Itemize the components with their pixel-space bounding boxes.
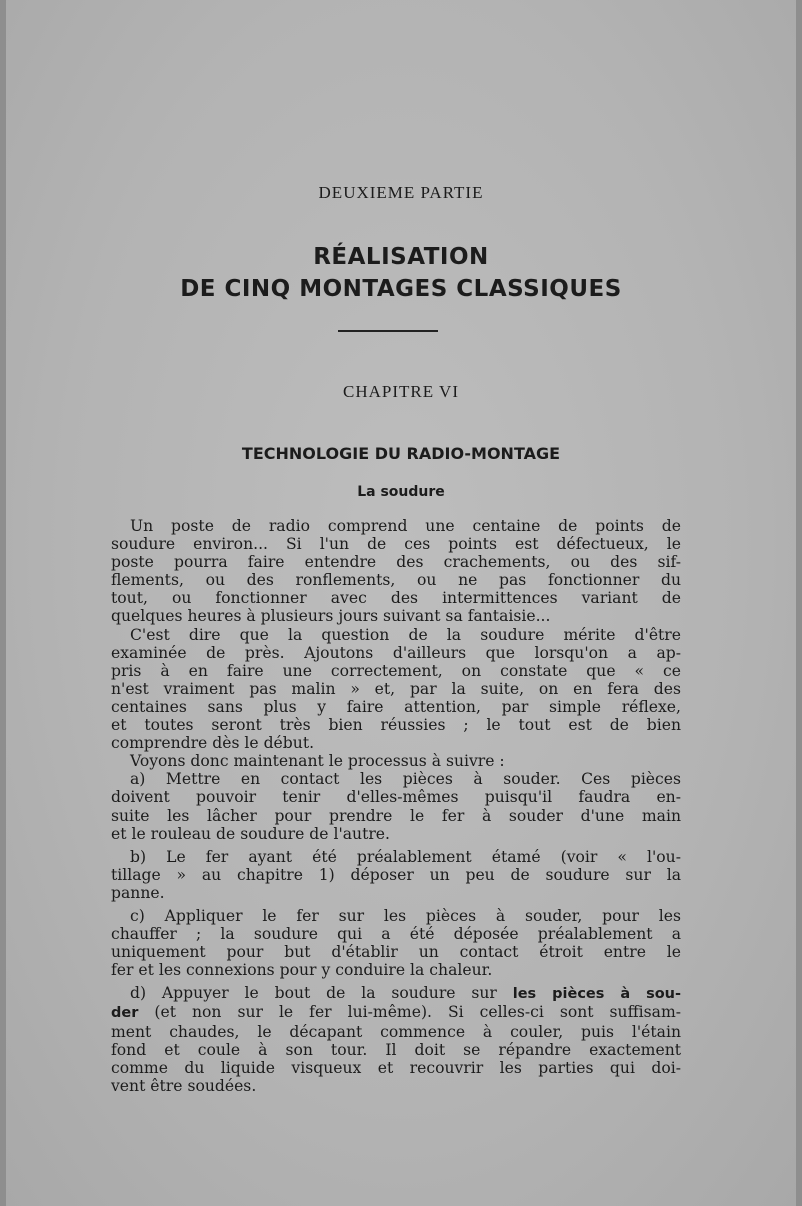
bold-emphasis: der [111,1005,139,1022]
paragraph [111,984,681,1095]
text-line: c) Appliquer le fer sur les pièces à souder, pour les [130,906,681,925]
page-edge-right [796,0,802,1206]
page-edge-left [0,0,6,1206]
body-text [111,517,681,1095]
text-line: der (et non sur le fer lui-même). Si celles-ci sont suffisam- [111,1003,681,1022]
text-line: a) Mettre en contact les pièces à souder. Ces pièces [130,770,681,789]
text-line: vent être soudées. [111,1076,257,1095]
text-line: comprendre dès le début. [111,734,315,753]
paragraph [111,907,681,979]
text-line: panne. [111,883,165,902]
bold-emphasis: les pièces à sou- [512,986,682,1003]
text-line: pris à en faire une correctement, on constate que « ce [111,661,681,680]
chapter-heading: CHAPITRE VI [343,382,459,401]
text-line: b) Le fer ayant été préalablement étamé (voir « l'ou- [130,847,681,866]
paragraph [111,770,681,842]
paragraph [111,752,681,770]
paragraph [111,517,681,626]
text-line: tillage » au chapitre 1) déposer un peu de soudure sur la [111,865,681,884]
text-line: centaines sans plus y faire attention, par simple réflexe, [111,697,681,716]
text-line: Voyons donc maintenant le processus à suivre : [130,752,505,771]
text-line: quelques heures à plusieurs jours suivant sa fantaisie... [111,607,551,626]
text-line: d) Appuyer le bout de la soudure sur les pièces à sou- [130,984,682,1003]
text-line: comme du liquide visqueux et recouvrir les parties qui doi- [111,1058,681,1077]
text-line: tout, ou fonctionner avec des intermittences variant de [111,589,681,608]
text-line: et le rouleau de soudure de l'autre. [111,824,390,843]
text-line: suite les lâcher pour prendre le fer à souder d'une main [111,806,681,825]
page-title-line-1: RÉALISATION [313,244,489,270]
text-line: ment chaudes, le décapant commence à couler, puis l'étain [111,1022,681,1041]
text-line: chauffer ; la soudure qui a été déposée préalablement a [111,925,681,944]
text-line: uniquement pour but d'établir un contact étroit entre le [111,943,681,962]
text-line: fond et coule à son tour. Il doit se répandre exactement [111,1040,681,1059]
subsection-heading: La soudure [357,484,445,500]
text-line: n'est vraiment pas malin » et, par la suite, on en fera des [111,679,681,698]
text-line: poste pourra faire entendre des crachements, ou des sif- [111,553,681,572]
divider-rule [338,330,438,332]
text-line: flements, ou des ronflements, ou ne pas fonctionner du [111,571,681,590]
part-label: DEUXIEME PARTIE [318,183,484,202]
text-line: fer et les connexions pour y conduire la chaleur. [111,961,493,980]
text-line: C'est dire que la question de la soudure mérite d'être [130,625,681,644]
text-line: soudure environ... Si l'un de ces points est défectueux, le [111,535,681,554]
page-title-line-2: DE CINQ MONTAGES CLASSIQUES [180,276,622,302]
paragraph [111,626,681,753]
text-line: examinée de près. Ajoutons d'ailleurs que lorsqu'on a ap- [111,643,681,662]
text-line: Un poste de radio comprend une centaine de points de [130,517,681,535]
text-line: et toutes seront très bien réussies ; le tout est de bien [111,716,681,735]
section-heading: TECHNOLOGIE DU RADIO-MONTAGE [241,444,561,463]
text-line: doivent pouvoir tenir d'elles-mêmes puisqu'il faudra en- [111,788,681,807]
paragraph [111,848,681,902]
